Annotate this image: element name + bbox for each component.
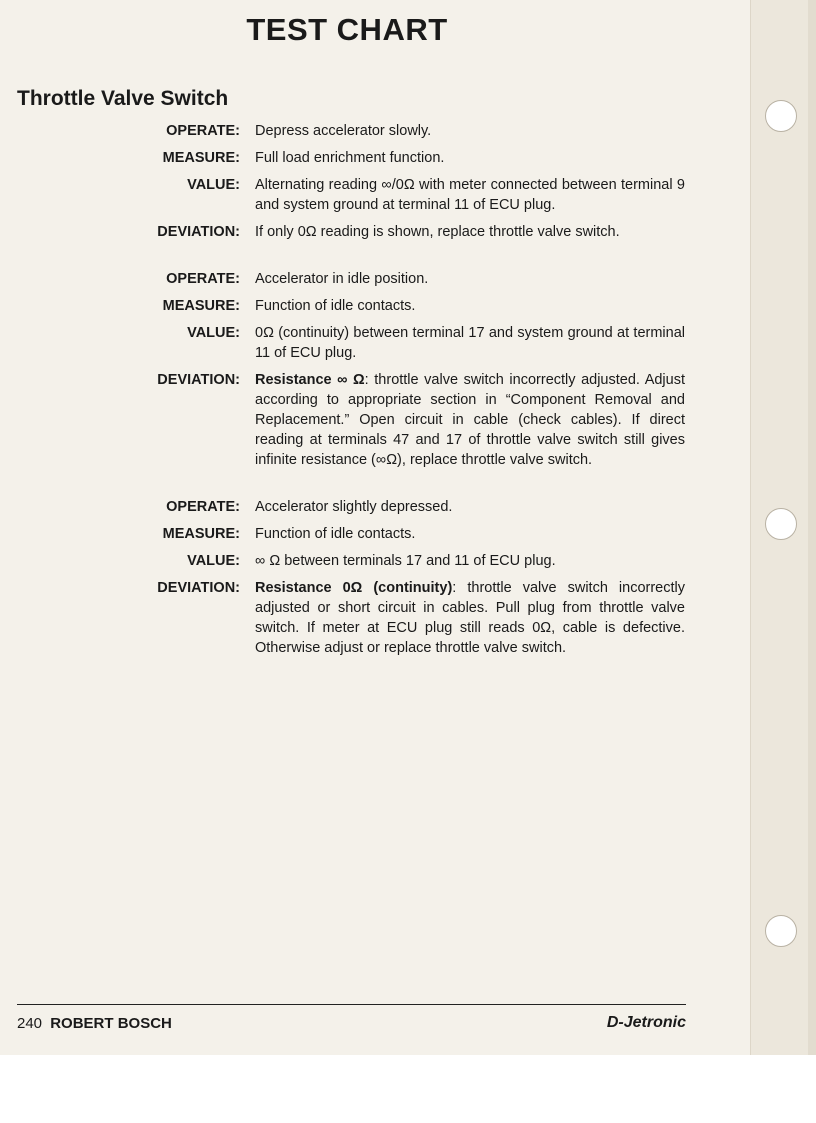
- value-row: [0, 175, 700, 215]
- measure-row: [0, 524, 700, 544]
- operate-label: OPERATE:: [166, 499, 240, 515]
- deviation-row: [0, 578, 700, 658]
- operate-row: [0, 121, 700, 141]
- measure-row: [0, 296, 700, 316]
- page-title: TEST CHART: [246, 12, 448, 47]
- test-entries: [0, 121, 700, 665]
- value-label: VALUE:: [187, 325, 240, 341]
- binder-hole-bottom: [765, 915, 797, 947]
- publisher-name: ROBERT BOSCH: [50, 1015, 172, 1032]
- value-text: ∞ Ω between terminals 17 and 11 of ECU plug.: [255, 553, 556, 569]
- value-text: Alternating reading ∞/0Ω with meter connected between terminal 9 and system ground at terminal 11 of ECU plug.: [255, 177, 685, 213]
- deviation-text: [255, 578, 685, 658]
- measure-text: Function of idle contacts.: [255, 298, 416, 314]
- value-text: 0Ω (continuity) between terminal 17 and system ground at terminal 11 of ECU plug.: [255, 325, 685, 361]
- value-row: [0, 551, 700, 571]
- footer-left: [17, 1015, 172, 1032]
- operate-row: [0, 497, 700, 517]
- page-edge-shadow: [808, 0, 816, 1055]
- deviation-text: [255, 370, 685, 470]
- deviation-label: DEVIATION:: [157, 372, 240, 388]
- deviation-body: : throttle valve switch incorrectly adjusted or short circuit in cables. Pull plug from throttle valve switch. If meter at ECU plug still reads 0Ω, cable is defective. Otherwise adjust or replace throttle valve switch.: [255, 580, 686, 656]
- deviation-row: [0, 222, 700, 242]
- system-name: D-Jetronic: [606, 1014, 686, 1031]
- deviation-emphasis: Resistance 0Ω (continuity): [255, 580, 453, 596]
- operate-text: Accelerator slightly depressed.: [255, 499, 453, 515]
- measure-row: [0, 148, 700, 168]
- deviation-text: [255, 222, 685, 242]
- measure-label: MEASURE:: [162, 298, 240, 314]
- operate-label: OPERATE:: [166, 271, 240, 287]
- page-number: 240: [17, 1015, 43, 1032]
- deviation-label: DEVIATION:: [157, 580, 240, 596]
- deviation-body: : throttle valve switch incorrectly adjusted. Adjust according to appropriate section in “Component Removal and Replacement.” Open circuit in cable (check cables). If direct reading at terminals 47 and 17 of throttle valve switch still gives infinite resistance (∞Ω), replace throttle valve switch.: [255, 372, 685, 468]
- deviation-label: DEVIATION:: [157, 224, 240, 240]
- measure-text: Full load enrichment function.: [255, 150, 445, 166]
- value-row: [0, 323, 700, 363]
- measure-label: MEASURE:: [162, 150, 240, 166]
- binder-hole-top: [765, 100, 797, 132]
- operate-text: Accelerator in idle position.: [255, 271, 429, 287]
- deviation-row: [0, 370, 700, 470]
- operate-text: Depress accelerator slowly.: [255, 123, 432, 139]
- measure-label: MEASURE:: [162, 526, 240, 542]
- measure-text: Function of idle contacts.: [255, 526, 416, 542]
- operate-row: [0, 269, 700, 289]
- value-label: VALUE:: [187, 553, 240, 569]
- value-label: VALUE:: [187, 177, 240, 193]
- deviation-emphasis: Resistance ∞ Ω: [255, 372, 365, 388]
- deviation-body: If only 0Ω reading is shown, replace throttle valve switch.: [255, 224, 620, 240]
- footer-rule: [17, 1004, 686, 1005]
- operate-label: OPERATE:: [166, 123, 240, 139]
- binder-hole-middle: [765, 508, 797, 540]
- section-title: Throttle Valve Switch: [17, 87, 229, 110]
